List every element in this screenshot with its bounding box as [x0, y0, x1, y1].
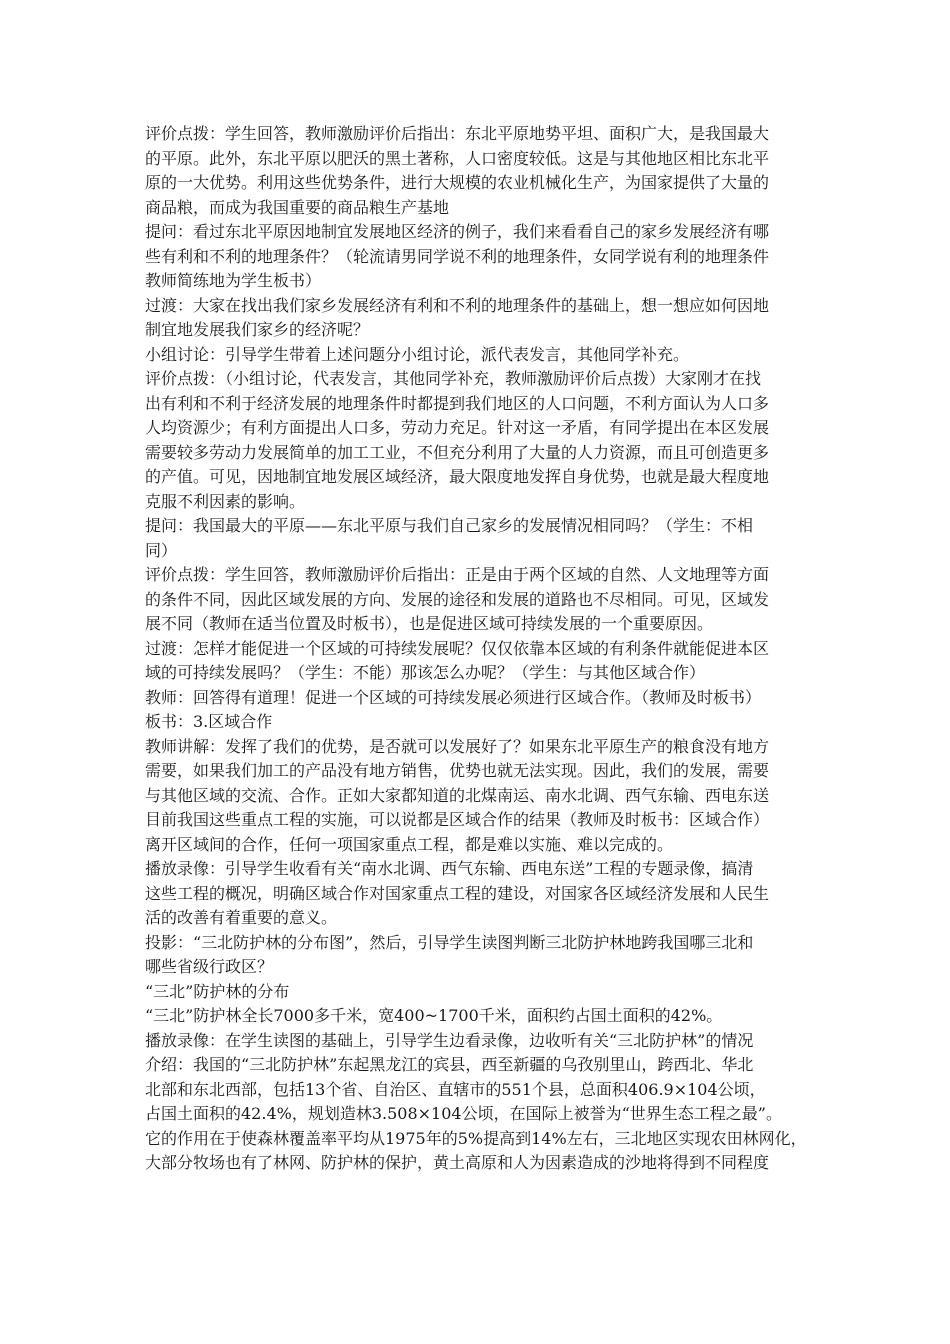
text-line-35: 哪些省级行政区？	[145, 957, 274, 976]
text-line-10: 小组讨论：引导学生带着上述问题分小组讨论，派代表发言，其他同学补充。	[145, 344, 690, 364]
text-line-22: 过渡：怎样才能促进一个区域的可持续发展呢？仅仅依靠本区域的有利条件就能促进本区	[145, 638, 770, 658]
text-line-33: 活的改善有着重要的意义。	[145, 908, 338, 927]
text-line-24: 教师：回答得有道理！促进一个区域的可持续发展必须进行区域合作。（教师及时板书）	[145, 687, 762, 707]
text-line-30: 离开区域间的合作，任何一项国家重点工程，都是难以实施、难以完成的。	[145, 834, 674, 854]
text-line-7: 教师简练地为学生板书）	[145, 271, 322, 290]
text-line-16: 克服不利因素的影响。	[145, 491, 306, 511]
text-line-6: 些有利和不利的地理条件？（轮流请男同学说不利的地理条件，女同学说有利的地理条件	[145, 246, 770, 266]
text-line-11: 评价点拨：（小组讨论，代表发言，其他同学补充，教师激励评价后点拨）大家刚才在找	[145, 369, 762, 388]
text-line-25: 板书：3.区域合作	[145, 712, 273, 731]
text-line-4: 商品粮，而成为我国重要的商品粮生产基地	[145, 197, 450, 217]
text-line-32: 这些工程的概况，明确区域合作对国家重点工程的建设，对国家各区域经济发展和人民生	[145, 883, 770, 903]
text-line-42: 它的作用在于使森林覆盖率平均从1975年的5%提高到14%左右，三北地区实现农田林网化，	[145, 1128, 807, 1148]
text-line-12: 出有利和不利于经济发展的地理条件时都提到我们地区的人口问题，不利方面认为人口多	[145, 393, 770, 413]
text-line-29: 目前我国这些重点工程的实施，可以说都是区域合作的结果（教师及时板书：区域合作）	[145, 810, 770, 829]
text-line-43: 大部分牧场也有了林网、防护林的保护，黄土高原和人为因素造成的沙地将得到不同程度	[145, 1153, 770, 1172]
text-line-8: 过渡：大家在找出我们家乡发展经济有利和不利的地理条件的基础上，想一想应如何因地	[145, 295, 770, 315]
text-line-34: 投影：“三北防护林的分布图”，然后，引导学生读图判断三北防护林地跨我国哪三北和	[145, 932, 754, 952]
text-line-37: “三北”防护林全长7000多千米，宽400~1700千米，面积约占国土面积的42%。	[145, 1006, 723, 1025]
text-line-9: 制宜地发展我们家乡的经济呢？	[145, 320, 370, 339]
text-line-38: 播放录像：在学生读图的基础上，引导学生边看录像，边收听有关“三北防护林”的情况	[145, 1030, 754, 1050]
text-line-18: 同）	[145, 540, 178, 560]
text-line-27: 需要，如果我们加工的产品没有地方销售，优势也就无法实现。因此，我们的发展，需要	[145, 761, 770, 780]
text-line-31: 播放录像：引导学生收看有关“南水北调、西气东输、西电东送”工程的专题录像，搞清	[145, 859, 754, 878]
text-line-3: 原的一大优势。利用这些优势条件，进行大规模的农业机械化生产，为国家提供了大量的	[145, 173, 770, 192]
text-line-5: 提问：看过东北平原因地制宜发展地区经济的例子，我们来看看自己的家乡发展经济有哪	[145, 222, 770, 241]
text-line-17: 提问：我国最大的平原——东北平原与我们自己家乡的发展情况相同吗？（学生：不相	[145, 516, 754, 535]
text-line-13: 人均资源少；有利方面提出人口多，劳动力充足。针对这一矛盾，有同学提出在本区发展	[145, 418, 770, 437]
document-body	[145, 122, 813, 1176]
text-line-41: 占国土面积的42.4%，规划造林3.508×104公顷，在国际上被誉为“世界生态工程之最”。	[145, 1104, 782, 1123]
text-line-14: 需要较多劳动力发展简单的加工工业，不但充分利用了大量的人力资源，而且可创造更多	[145, 442, 770, 462]
text-line-20: 的条件不同，因此区域发展的方向、发展的途径和发展的道路也不尽相同。可见，区域发	[145, 589, 770, 609]
text-line-26: 教师讲解：发挥了我们的优势，是否就可以发展好了？如果东北平原生产的粮食没有地方	[145, 736, 770, 756]
text-line-19: 评价点拨：学生回答，教师激励评价后指出：正是由于两个区域的自然、人文地理等方面	[145, 565, 770, 584]
text-line-40: 北部和东北西部，包括13个省、自治区、直辖市的551个县，总面积406.9×104公顷，	[145, 1079, 766, 1099]
text-line-39: 介绍：我国的“三北防护林”东起黑龙江的宾县，西至新疆的乌孜别里山，跨西北、华北	[145, 1055, 754, 1074]
text-line-28: 与其他区域的交流、合作。正如大家都知道的北煤南运、南水北调、西气东输、西电东送	[145, 785, 770, 805]
text-line-15: 的产值。可见，因地制宜地发展区域经济，最大限度地发挥自身优势，也就是最大程度地	[145, 467, 770, 486]
text-line-1: 评价点拨：学生回答，教师激励评价后指出：东北平原地势平坦、面积广大，是我国最大	[145, 124, 770, 143]
text-line-21: 展不同（教师在适当位置及时板书），也是促进区域可持续发展的一个重要原因。	[145, 614, 714, 633]
text-line-23: 域的可持续发展吗？（学生：不能）那该怎么办呢？（学生：与其他区域合作）	[145, 663, 706, 682]
text-line-2: 的平原。此外，东北平原以肥沃的黑土著称，人口密度较低。这是与其他地区相比东北平	[145, 148, 770, 168]
text-line-36: “三北”防护林的分布	[145, 981, 290, 1001]
